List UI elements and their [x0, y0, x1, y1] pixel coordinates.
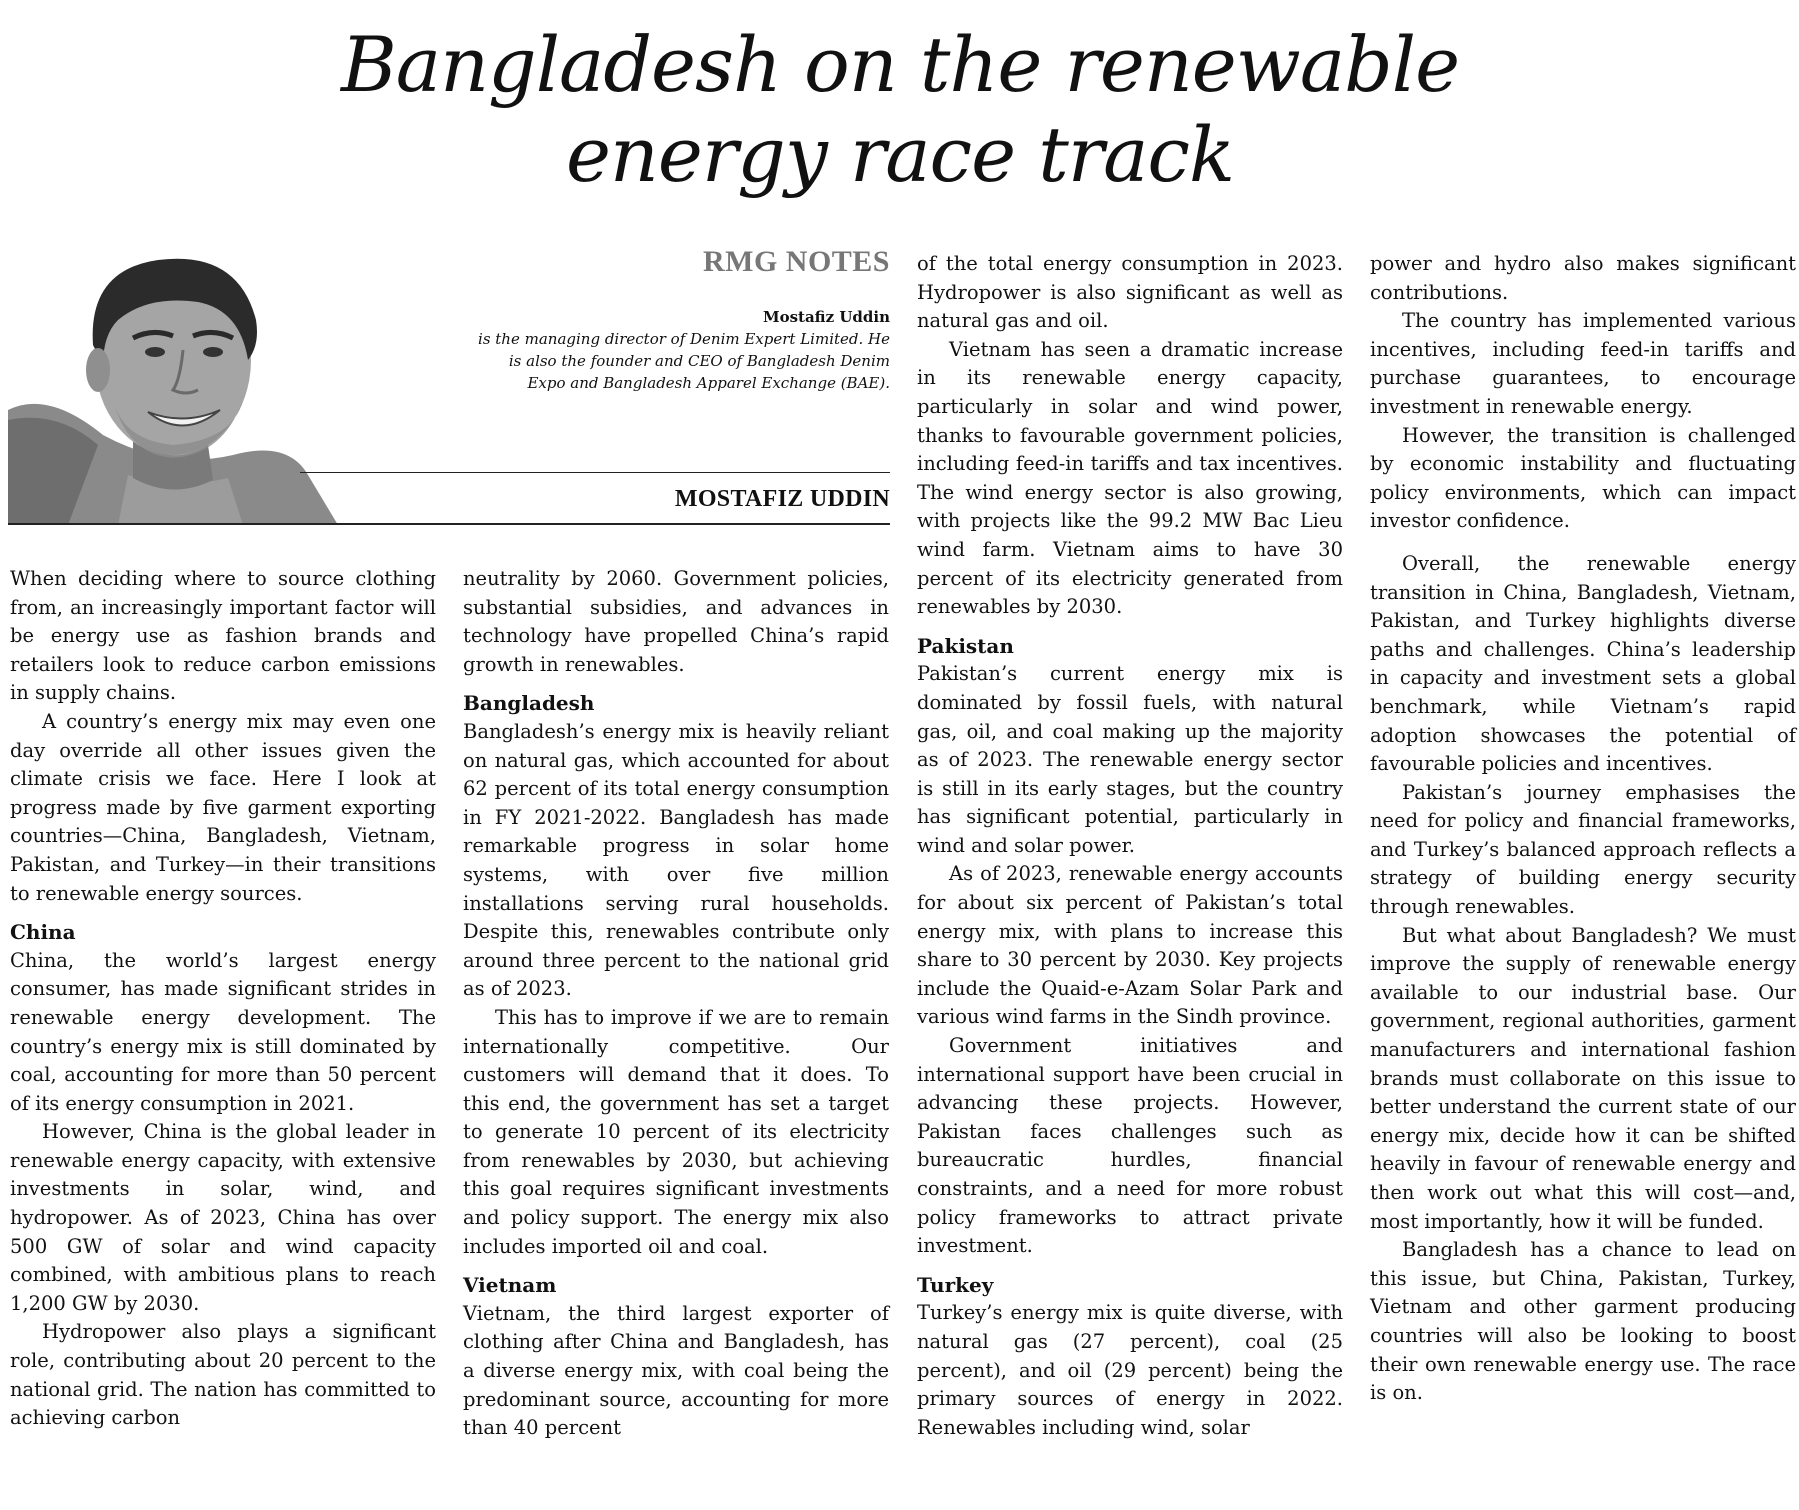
subheading-turkey: Turkey — [917, 1272, 994, 1297]
paragraph: China, the world’s largest energy consumer, has made significant strides in renewable energy development. The country’s energy mix is still dominated by coal, accounting for more than 50 percent of its energy consumption in 2021. — [10, 948, 436, 1115]
headline-line-2: energy race track — [565, 110, 1235, 199]
author-portrait — [8, 240, 338, 525]
author-bio — [470, 306, 890, 394]
paragraph: However, the transition is challenged by economic instability and fluctuating policy environments, which can impact investor confidence. — [1370, 423, 1796, 533]
paragraph: neutrality by 2060. Government policies, substantial subsidies, and advances in technology have propelled China’s rapid growth in renewables. — [463, 567, 889, 676]
article-headline — [120, 20, 1680, 200]
paragraph: A country’s energy mix may even one day override all other issues given the climate crisis we face. Here I look at progress made by five garment exporting countries—China, Bangladesh, Vietnam, Pakistan, and Turkey—in their transitions to renewable energy sources. — [10, 709, 436, 905]
header-bottom-divider — [8, 523, 890, 525]
subheading-bangladesh: Bangladesh — [463, 691, 595, 716]
paragraph: But what about Bangladesh? We must improve the supply of renewable energy available to our industrial base. Our government, regional authorities, garment manufacturers and international fashion brands must collaborate on this issue to better understand the current state of our energy mix, decide how it can be shifted heavily in favour of renewable energy and then work out what this will cost—and, most importantly, how it will be funded. — [1370, 923, 1796, 1233]
paragraph: of the total energy consumption in 2023. Hydropower is also significant as well as natural gas and oil. — [917, 252, 1343, 333]
paragraph: This has to improve if we are to remain internationally competitive. Our customers will demand that it does. To this end, the government has set a target to generate 10 percent of its electricity from renewables by 2030, but achieving this goal requires significant investments and policy support. The energy mix also includes imported oil and coal. — [463, 1005, 889, 1258]
header-divider — [300, 472, 890, 473]
paragraph: Bangladesh has a chance to lead on this issue, but China, Pakistan, Turkey, Vietnam and other garment producing countries will also be looking to boost their own renewable energy use. The race is on. — [1370, 1238, 1796, 1405]
subheading-vietnam: Vietnam — [463, 1273, 557, 1298]
section-label: RMG NOTES — [702, 245, 890, 278]
article-column-3 — [917, 250, 1343, 1442]
author-bio-text: is the managing director of Denim Expert Limited. He is also the founder and CEO of Bangladesh Denim Expo and Bangladesh Apparel Exchange (BAE). — [478, 330, 890, 392]
paragraph: Pakistan’s journey emphasises the need for policy and financial frameworks, and Turkey’s balanced approach reflects a strategy of building energy security through renewables. — [1370, 780, 1796, 919]
paragraph: Overall, the renewable energy transition in China, Bangladesh, Vietnam, Pakistan, and Turkey highlights diverse paths and challenges. China’s leadership in capacity and investment sets a global benchmark, while Vietnam’s rapid adoption showcases the potential of favourable policies and incentives. — [1370, 551, 1796, 776]
paragraph: power and hydro also makes significant contributions. — [1370, 252, 1796, 304]
paragraph: However, China is the global leader in renewable energy capacity, with extensive investments in solar, wind, and hydropower. As of 2023, China has over 500 GW of solar and wind capacity combined, with ambitious plans to reach 1,200 GW by 2030. — [10, 1120, 436, 1315]
paragraph: Vietnam has seen a dramatic increase in its renewable energy capacity, particularly in solar and wind power, thanks to favourable government policies, including feed-in tariffs and tax incentives. The wind energy sector is also growing, with projects like the 99.2 MW Bac Lieu wind farm. Vietnam aims to have 30 percent of its electricity generated from renewables by 2030. — [917, 337, 1343, 619]
subheading-china: China — [10, 920, 76, 945]
article-column-1 — [10, 565, 436, 1433]
subheading-pakistan: Pakistan — [917, 633, 1014, 658]
paragraph: The country has implemented various incentives, including feed-in tariffs and purchase guarantees, to encourage investment in renewable energy. — [1370, 309, 1796, 418]
paragraph: Vietnam, the third largest exporter of clothing after China and Bangladesh, has a diverse energy mix, with coal being the predominant source, accounting for more than 40 percent — [463, 1301, 889, 1440]
headline-line-1: Bangladesh on the renewable — [340, 20, 1460, 109]
paragraph: As of 2023, renewable energy accounts for about six percent of Pakistan’s total energy mix, with plans to increase this share to 30 percent by 2030. Key projects include the Quaid-e-Azam Solar Park and various wind farms in the Sindh province. — [917, 862, 1343, 1029]
paragraph: Turkey’s energy mix is quite diverse, with natural gas (27 percent), coal (25 percent), and oil (29 percent) being the primary sources of energy in 2022. Renewables including wind, solar — [917, 1301, 1343, 1439]
paragraph: Pakistan’s current energy mix is dominated by fossil fuels, with natural gas, oil, and coal making up the majority as of 2023. The renewable energy sector is still in its early stages, but the country has significant potential, particularly in wind and solar power. — [917, 662, 1343, 857]
paragraph: Hydropower also plays a significant role, contributing about 20 percent to the national grid. The nation has committed to achieving carbon — [10, 1320, 436, 1430]
article-column-2 — [463, 565, 889, 1443]
author-bio-name: Mostafiz Uddin — [762, 308, 890, 326]
article-column-4 — [1370, 250, 1796, 1408]
byline: MOSTAFIZ UDDIN — [674, 486, 890, 512]
paragraph: Bangladesh’s energy mix is heavily reliant on natural gas, which accounted for about 62 percent of its total energy consumption in FY 2021-2022. Bangladesh has made remarkable progress in solar home systems, with over five million installations serving rural households. Despite this, renewables contribute only around three percent to the national grid as of 2023. — [463, 719, 889, 1001]
paragraph: Government initiatives and international support have been crucial in advancing these projects. However, Pakistan faces challenges such as bureaucratic hurdles, financial constraints, and a need for more robust policy frameworks to attract private investment. — [917, 1034, 1343, 1258]
paragraph: When deciding where to source clothing from, an increasingly important factor will be energy use as fashion brands and retailers look to reduce carbon emissions in supply chains. — [10, 567, 436, 705]
